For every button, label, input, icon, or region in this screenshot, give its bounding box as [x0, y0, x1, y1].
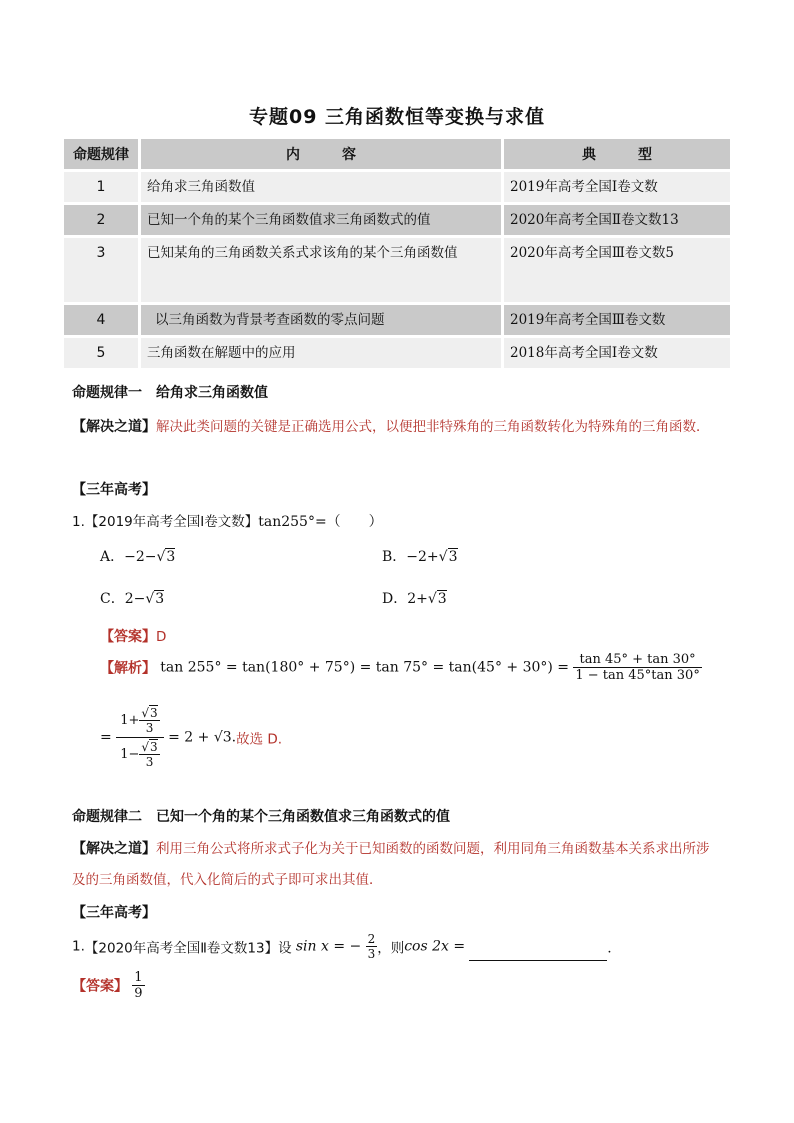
rule-number: 2: [64, 205, 138, 235]
answer-fraction: [132, 970, 144, 1001]
question-source: 【2019年高考全国Ⅰ卷文数】: [84, 514, 259, 530]
section2-heading: 命题规律二 已知一个角的某个三角函数值求三角函数式的值: [72, 809, 450, 825]
stem-end: ．: [607, 940, 621, 957]
option-b-text: B．−2+: [382, 549, 439, 565]
option-a: [100, 546, 175, 566]
section1-years-tag: 【三年高考】: [72, 482, 156, 498]
sqrt-sign: √: [156, 549, 166, 565]
rule-content: 已知某角的三角函数关系式求该角的某个三角函数值: [138, 238, 504, 302]
method-text: 利用三角公式将所求式子化为关于已知函数的函数问题，利用同角三角函数基本关系求出所涉及的三角函数值，代入化简后的式子即可求出其值．: [72, 841, 710, 888]
table-header-row: [64, 139, 730, 169]
compound-fraction: [116, 704, 163, 771]
stem-part: ，则: [377, 940, 405, 957]
table-row: [64, 238, 730, 302]
answer: [100, 626, 166, 646]
option-a-text: A．−2−: [100, 549, 157, 565]
page-title: 专题09 三角函数恒等变换与求值: [248, 106, 546, 128]
table-row: [64, 205, 730, 235]
fraction-denominator: 1 − tan 45°tan 30°: [575, 668, 700, 683]
answer-value: D: [156, 629, 167, 645]
analysis: [100, 652, 702, 683]
rule-number: 3: [64, 238, 138, 302]
stem-fraction: [366, 932, 378, 961]
option-d: [382, 588, 447, 608]
fraction-numerator: tan 45° + tan 30°: [573, 652, 701, 668]
rule-example: 2019年高考全国Ⅲ卷文数: [504, 305, 730, 335]
sqrt-sign: √: [438, 549, 448, 565]
rule-example: 2020年高考全国Ⅲ卷文数5: [504, 238, 730, 302]
question-stem: tan255°=（ ）: [258, 514, 383, 530]
answer-blank: [469, 946, 607, 961]
equals-sign: =: [100, 729, 112, 746]
option-d-radicand: 3: [437, 591, 447, 607]
stem-cos: cos 2x =: [404, 938, 466, 955]
rule-content: 给角求三角函数值: [138, 172, 504, 202]
section1-heading: 命题规律一 给角求三角函数值: [72, 385, 268, 401]
stem-fraction-num: 2: [367, 932, 376, 946]
answer-num: 1: [134, 970, 143, 985]
section2-method: [72, 834, 722, 896]
answer-2: [72, 970, 145, 1001]
rule-number: 5: [64, 338, 138, 368]
question-source: 【2020年高考全国Ⅱ卷文数13】: [84, 940, 279, 957]
table-row: [64, 305, 730, 335]
analysis-conclusion: 故选 D.: [236, 731, 283, 748]
table-header-content: 内 容: [138, 139, 504, 169]
rule-number: 1: [64, 172, 138, 202]
stem-fraction-den: 3: [367, 947, 376, 961]
option-b: [382, 546, 458, 566]
rule-example: 2018年高考全国Ⅰ卷文数: [504, 338, 730, 368]
option-b-radicand: 3: [448, 549, 458, 565]
section2-years-tag: 【三年高考】: [72, 905, 156, 921]
analysis-result: = 2 + √3.: [168, 729, 237, 746]
sqrt-sign: √: [145, 591, 155, 607]
table-header-rule: 命题规律: [64, 139, 138, 169]
method-text: 解决此类问题的关键是正确选用公式，以便把非特殊角的三角函数转化为特殊角的三角函数．: [156, 419, 710, 435]
compound-numerator: 1+ $\frac{√3}{3}$: [116, 704, 163, 738]
question-2: [72, 932, 621, 961]
option-c-radicand: 3: [155, 591, 165, 607]
question-number: 1.: [72, 938, 85, 955]
answer-den: 9: [134, 986, 143, 1001]
table-row: [64, 172, 730, 202]
option-d-text: D．2+: [382, 591, 428, 607]
method-tag: 【解决之道】: [72, 841, 156, 857]
analysis-line: tan 255° = tan(180° + 75°) = tan 75° = tan(45° + 30°) =: [160, 659, 570, 676]
section1-method: [72, 412, 722, 443]
sqrt-sign: √: [427, 591, 437, 607]
option-c-text: C．2−: [100, 591, 146, 607]
compound-denominator: 1− $\frac{√3}{3}$: [120, 740, 158, 769]
rule-example: 2020年高考全国Ⅱ卷文数13: [504, 205, 730, 235]
analysis-tag: 【解析】: [100, 660, 156, 677]
answer-tag: 【答案】: [100, 629, 156, 645]
option-a-radicand: 3: [166, 549, 176, 565]
analysis-continued: [100, 704, 282, 771]
rule-number: 4: [64, 305, 138, 335]
answer-tag: 【答案】: [72, 978, 128, 995]
stem-part: 设: [278, 940, 292, 957]
question-1: [72, 510, 383, 531]
rule-content: 已知一个角的某个三角函数值求三角函数式的值: [138, 205, 504, 235]
table-header-example: 典 型: [504, 139, 730, 169]
analysis-fraction: [573, 652, 701, 683]
rules-table: [64, 136, 730, 371]
rule-example: 2019年高考全国Ⅰ卷文数: [504, 172, 730, 202]
table-row: [64, 338, 730, 368]
stem-sin: sin x = −: [295, 938, 362, 955]
rule-content: 以三角函数为背景考查函数的零点问题: [138, 305, 504, 335]
rule-content: 三角函数在解题中的应用: [138, 338, 504, 368]
option-c: [100, 588, 164, 608]
question-number: 1.: [72, 514, 85, 530]
method-tag: 【解决之道】: [72, 419, 156, 435]
